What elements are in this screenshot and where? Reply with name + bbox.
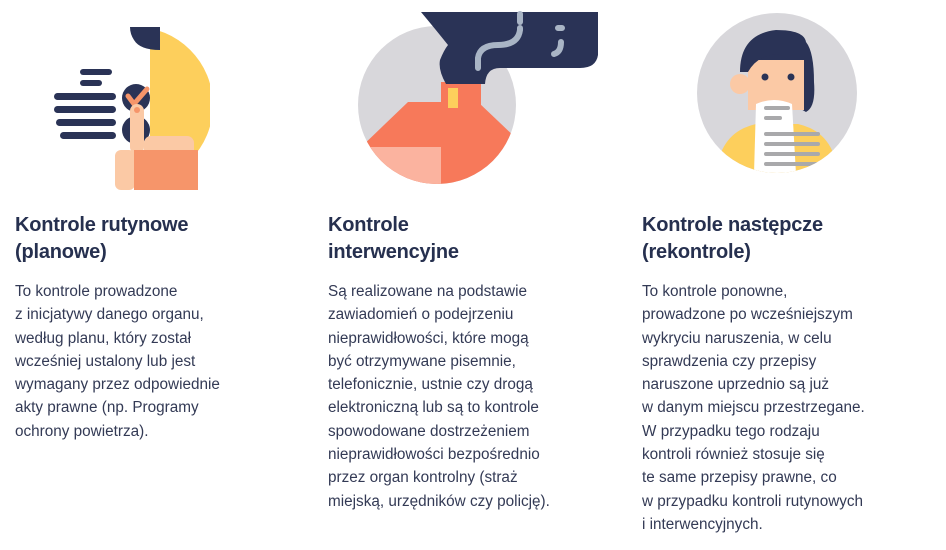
body-intervention: Są realizowane na podstawie zawiadomień o podejrzeniu nieprawidłowości, które mogą być otrzymywane pisemnie, telefonicznie, ustnie czy drogą elektroniczną lub są to kontrole spowodowane dostrzeżeniem nieprawidłowości bezpośrednio przez organ kontrolny (straż miejską, urzędników czy policję).: [328, 283, 550, 510]
person-document-icon: [696, 12, 858, 174]
title-routine: Kontrole rutynowe (planowe): [15, 214, 189, 263]
house-smoke-icon: [358, 0, 598, 190]
checklist-hand-icon: [30, 10, 210, 190]
body-follow-up: To kontrole ponowne, prowadzone po wcześniejszym wykryciu naruszenia, w celu sprawdzenia czy przepisy naruszone uprzednio są już w danym miejscu przestrzegane. W przypadku tego rodzaju kontroli również stosuje się te same przepisy prawne, co w przypadku kontroli rutynowych i interwencyjnych.: [642, 283, 865, 533]
title-follow-up: Kontrole następcze (rekontrole): [642, 214, 823, 263]
body-routine: To kontrole prowadzone z inicjatywy danego organu, według planu, który został wcześniej ustalony lub jest wymagany przez odpowiednie akty prawne (np. Programy ochrony powietrza).: [15, 283, 220, 440]
title-intervention: Kontrole interwencyjne: [328, 214, 459, 263]
